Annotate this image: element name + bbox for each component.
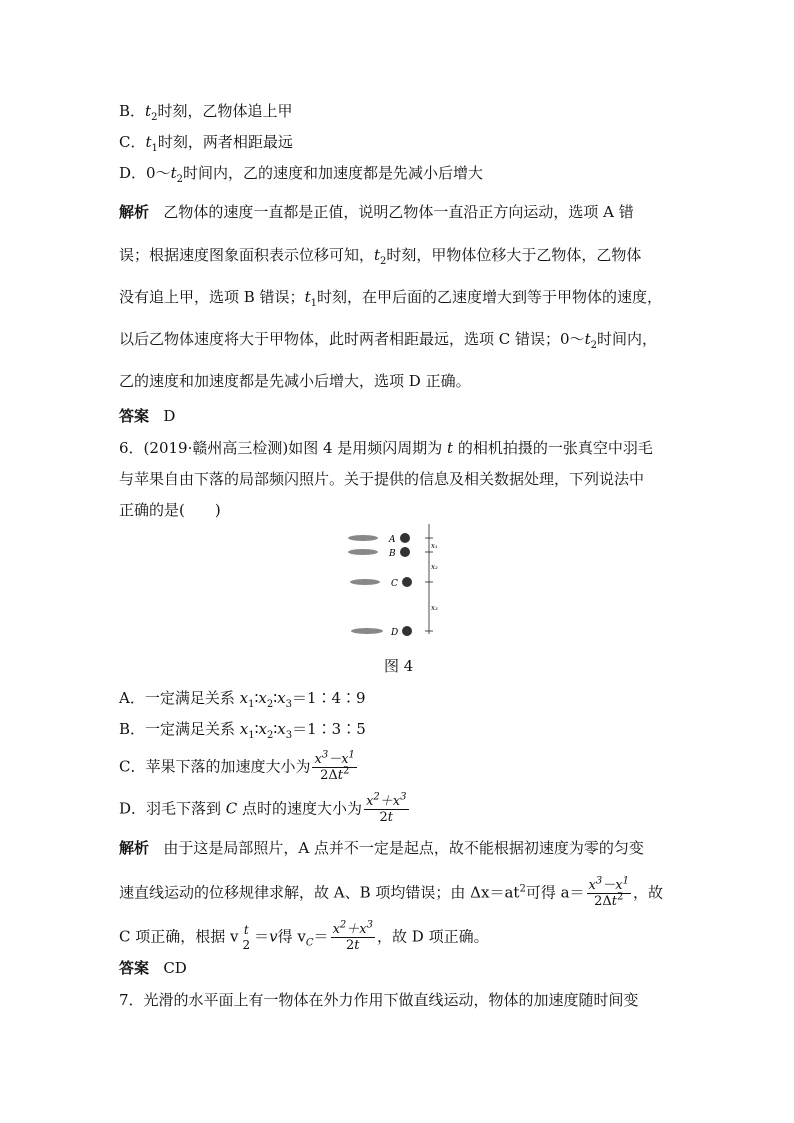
q6-option-b: B．一定满足关系 $x_1∶x_2∶x_3=1∶3∶5$ <box>119 720 366 741</box>
apple-d-icon <box>402 626 412 636</box>
q6-answer-line: 答案 CD <box>119 959 187 977</box>
accel-fraction: $\frac{x^3-x^1}{2\Delta t^2}$ <box>314 749 355 783</box>
label-x3: x₃ <box>431 604 438 612</box>
q6-analysis-line-1: 解析 由于这是局部照片，A 点并不一定是起点，故不能根据初速度为零的匀变 <box>119 839 644 857</box>
analysis-line-2: 误；根据速度图象面积表示位移可知，$t_2$时刻，甲物体位移大于乙物体，乙物体 <box>119 246 642 267</box>
label-x2: x₂ <box>431 563 438 571</box>
feather-a-icon <box>348 535 378 541</box>
q6-analysis-line-2: 速直线运动的位移规律求解，故 A、B 项均错误；由 $\Delta x=at^2$可得 a＝ $\frac{x^3-x^1}{2\Delta t^2}$ ，故 <box>119 875 663 909</box>
apple-b-icon <box>400 547 410 557</box>
question-7-stem-1: 7．光滑的水平面上有一物体在外力作用下做直线运动，物体的加速度随时间变 <box>119 991 639 1009</box>
strobe-photo-figure <box>345 520 445 640</box>
option-c: C．$t_1$时刻，两者相距最远 <box>119 133 293 154</box>
feather-d-icon <box>351 628 383 634</box>
q6-option-a: A．一定满足关系 $x_1∶x_2∶x_3=1∶4∶9$ <box>119 689 366 710</box>
apple-c-icon <box>402 577 412 587</box>
q6-option-c: C．苹果下落的加速度大小为 $\frac{x^3-x^1}{2\Delta t^2}$ <box>119 749 355 783</box>
velocity-fraction: $\frac{x^2+x^3}{2t}$ <box>366 791 407 825</box>
label-d: D <box>391 628 399 638</box>
analysis-line-1: 解析 乙物体的速度一直都是正值，说明乙物体一直沿正方向运动，选项 A 错 <box>119 203 634 221</box>
analysis-line-4: 以后乙物体速度将大于甲物体，此时两者相距最远，选项 C 错误；$0\sim t_2$时间内， <box>119 330 657 351</box>
question-6-stem-1: 6．(2019·赣州高三检测)如图 4 是用频闪周期为 t 的相机拍摄的一张真空中羽毛 <box>119 439 653 457</box>
question-6-stem-2: 与苹果自由下落的局部频闪照片。关于提供的信息及相关数据处理，下列说法中 <box>119 470 645 488</box>
q6-option-d: D．羽毛下落到 C 点时的速度大小为 $\frac{x^2+x^3}{2t}$ <box>119 791 407 825</box>
q6-analysis-line-3: C 项正确，根据 v t 2 ＝v得 $v_C=$ $\frac{x^2+x^3}{2t}$ ，故 D 项正确。 <box>119 919 489 953</box>
label-a: A <box>389 535 396 545</box>
answer-line: 答案 D <box>119 407 176 425</box>
label-c: C <box>391 579 398 589</box>
question-6-stem-3: 正确的是( ) <box>119 501 221 519</box>
label-b: B <box>389 549 396 559</box>
feather-c-icon <box>350 579 380 585</box>
option-d: D．$0\sim t_2$时间内，乙的速度和加速度都是先减小后增大 <box>119 164 483 185</box>
label-x1: x₁ <box>431 542 438 550</box>
analysis-line-5: 乙的速度和加速度都是先减小后增大，选项 D 正确。 <box>119 372 471 390</box>
analysis-line-3: 没有追上甲，选项 B 错误；$t_1$时刻，在甲后面的乙速度增大到等于甲物体的速度， <box>119 288 662 309</box>
apple-a-icon <box>400 533 410 543</box>
option-b: B．$t_2$时刻，乙物体追上甲 <box>119 102 293 123</box>
feather-b-icon <box>348 549 378 555</box>
figure-caption: 图 4 <box>384 657 414 675</box>
